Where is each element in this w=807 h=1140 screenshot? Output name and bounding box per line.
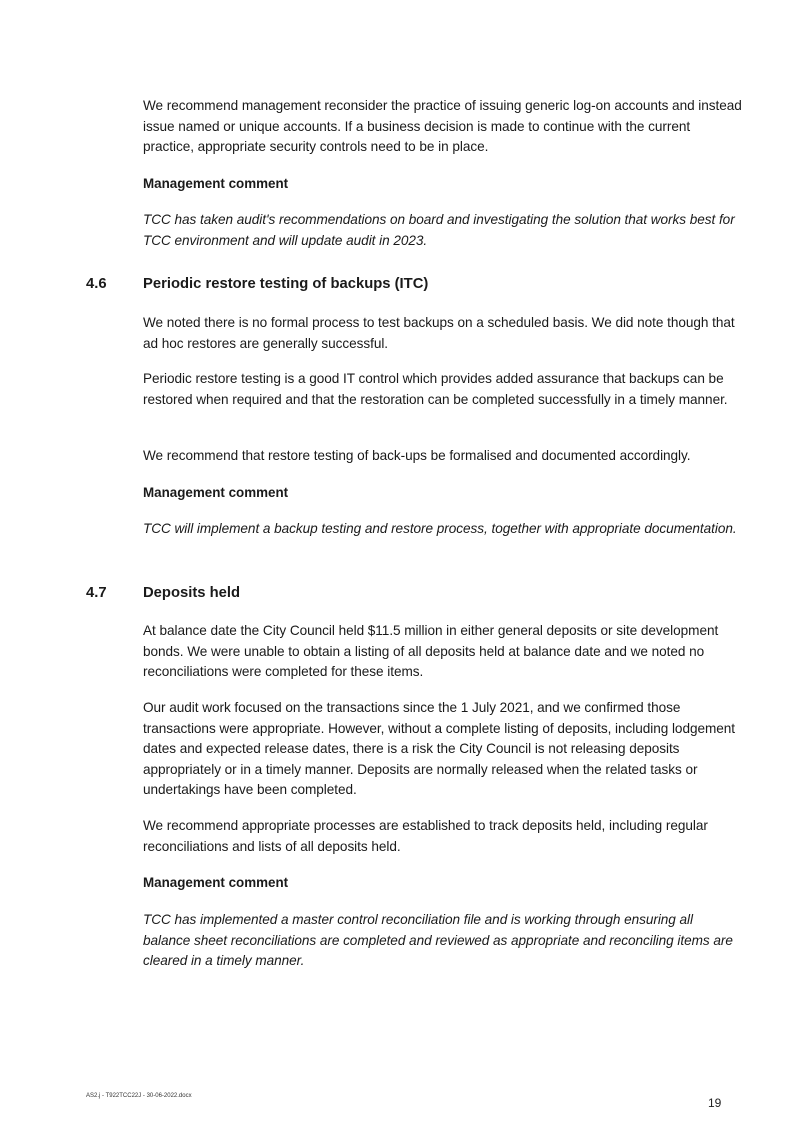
section-4-6-number: 4.6 [86, 276, 107, 292]
section-4-6-heading [86, 276, 428, 292]
section-4-6-management-label: Management comment [143, 485, 289, 500]
intro-recommendation: We recommend management reconsider the practice of issuing generic log-on accounts and instead issue named or unique accounts. If a business decision is made to continue with the current practice, appropriate security controls need to be in place. [143, 98, 742, 154]
intro-management-label: Management comment [143, 176, 289, 191]
section-4-7-paragraph-3: We recommend appropriate processes are established to track deposits held, including regular reconciliations and lists of all deposits held. [143, 818, 708, 854]
section-4-6-paragraph-1: We noted there is no formal process to test backups on a scheduled basis. We did note though that ad hoc restores are generally successful. [143, 315, 735, 351]
section-4-6-paragraph-3: We recommend that restore testing of back-ups be formalised and documented accordingly. [143, 448, 691, 463]
section-4-6-title: Periodic restore testing of backups (ITC) [143, 276, 429, 292]
section-4-6-management-comment: TCC will implement a backup testing and restore process, together with appropriate documentation. [143, 521, 737, 536]
section-4-7-management-label: Management comment [143, 875, 289, 890]
intro-management-comment: TCC has taken audit's recommendations on board and investigating the solution that works best for TCC environment and will update audit in 2023. [143, 212, 735, 248]
section-4-6-paragraph-2: Periodic restore testing is a good IT control which provides added assurance that backups can be restored when required and that the restoration can be completed successfully in a timely manner. [143, 371, 728, 407]
section-4-7-title: Deposits held [143, 585, 241, 601]
section-4-7-paragraph-1: At balance date the City Council held $11.5 million in either general deposits or site development bonds. We were unable to obtain a listing of all deposits held at balance date and we noted no reconciliations were completed for these items. [143, 623, 719, 679]
page-number: 19 [708, 1096, 722, 1110]
section-4-7-paragraph-2: Our audit work focused on the transactions since the 1 July 2021, and we confirmed those transactions were appropriate. However, without a complete listing of deposits, including lodgement dates and expected release dates, there is a risk the City Council is not releasing deposits appropriately or in a timely manner. Deposits are normally released when the related tasks or undertakings have been completed. [143, 700, 735, 797]
section-4-7-heading [86, 585, 240, 601]
section-4-7-number: 4.7 [86, 585, 107, 601]
section-4-7-management-comment: TCC has implemented a master control reconciliation file and is working through ensuring all balance sheet reconciliations are completed and reviewed as appropriate and reconciling items are cleared in a timely manner. [143, 912, 733, 968]
footer-document-reference: AS2.j - T922TCC22J - 30-06-2022.docx [86, 1093, 192, 1099]
